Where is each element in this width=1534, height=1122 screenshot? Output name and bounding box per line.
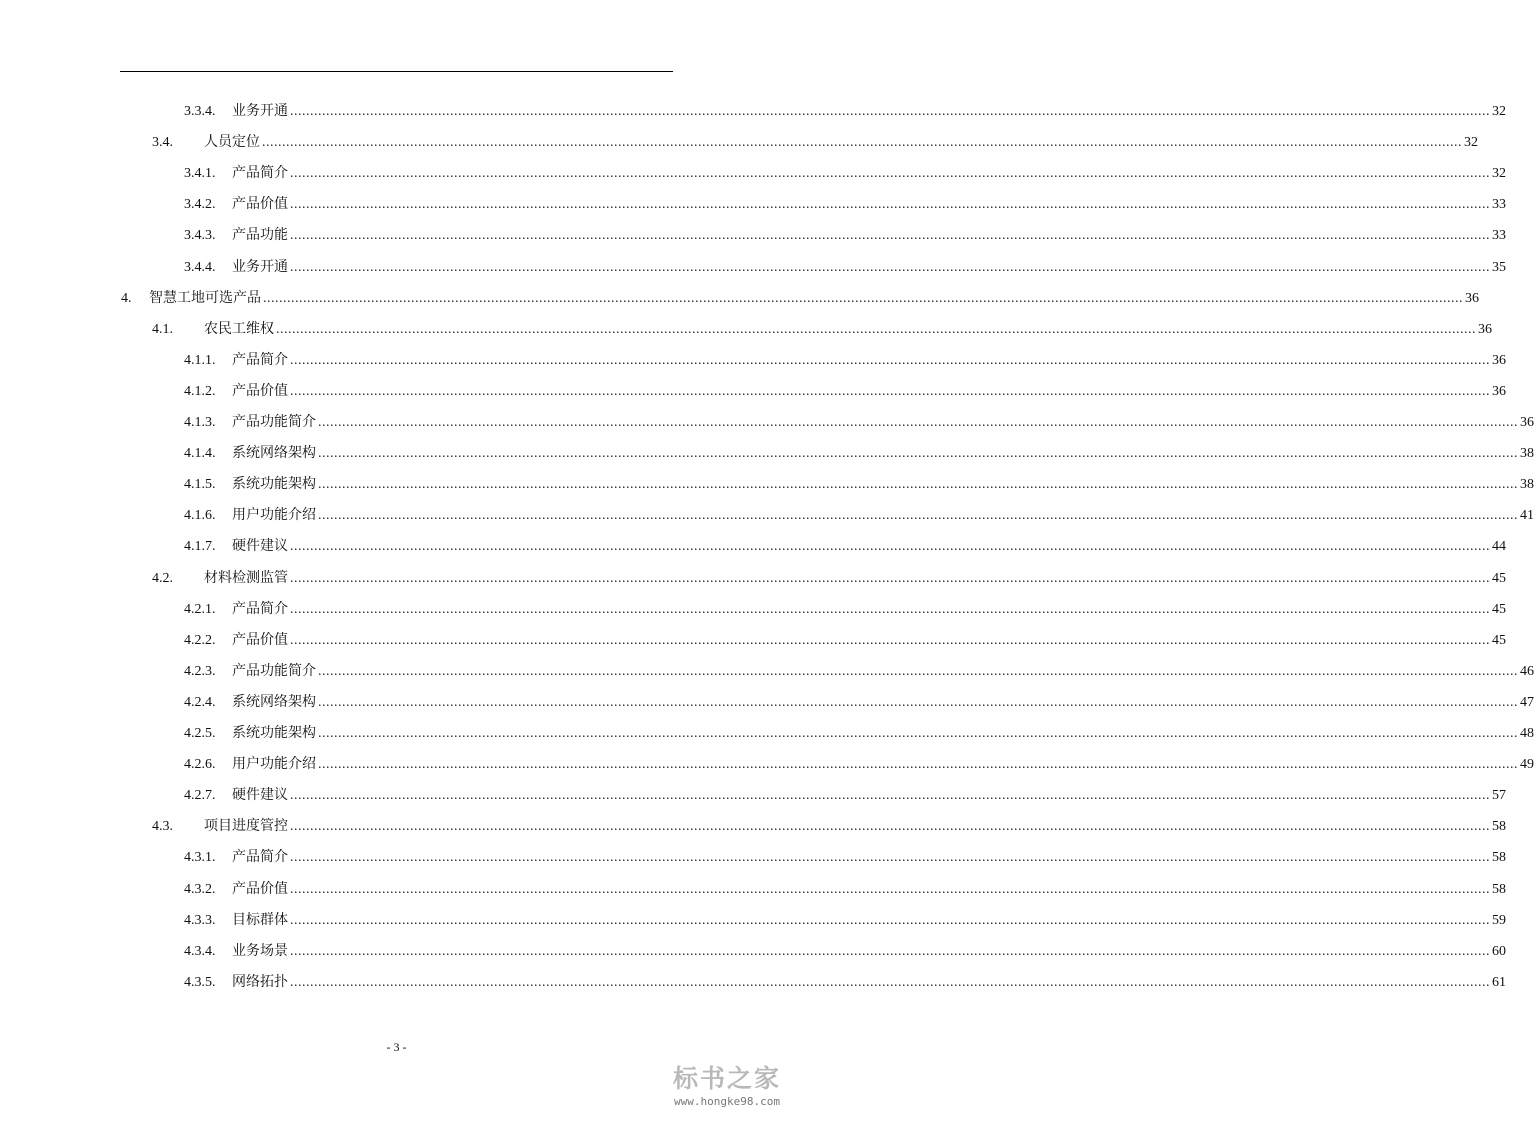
toc-entry-number: 4.2.5.: [184, 726, 216, 741]
toc-entry-page: 45: [1492, 601, 1506, 617]
toc-entry-title: 硬件建议: [232, 539, 288, 555]
toc-dot-leader: ............................................................................................................................................................................................................................................................................................................: [290, 383, 1490, 399]
toc-entry-title: 硬件建议: [232, 788, 288, 804]
toc-dot-leader: ............................................................................................................................................................................................................................................................................................................: [318, 694, 1518, 710]
toc-entry-page: 58: [1492, 850, 1506, 866]
toc-entry-number: 4.3.2.: [184, 881, 216, 897]
toc-entry-title: 产品简介: [232, 601, 288, 617]
toc-entry-number: 4.1.5.: [184, 477, 216, 493]
toc-entry-number: 4.3.5.: [184, 974, 216, 990]
toc-dot-leader: ............................................................................................................................................................................................................................................................................................................: [318, 757, 1518, 773]
toc-dot-leader: ............................................................................................................................................................................................................................................................................................................: [290, 570, 1490, 586]
toc-entry-page: 36: [1492, 352, 1506, 368]
toc-dot-leader: ............................................................................................................................................................................................................................................................................................................: [290, 912, 1490, 928]
toc-entry[interactable]: [184, 220, 1506, 251]
toc-entry-number: 4.1.3.: [184, 415, 216, 430]
toc-dot-leader: ............................................................................................................................................................................................................................................................................................................: [290, 228, 1490, 244]
toc-entry-title: 用户功能介绍: [232, 508, 316, 524]
toc-entry[interactable]: [184, 594, 1506, 625]
toc-dot-leader: ............................................................................................................................................................................................................................................................................................................: [318, 508, 1518, 524]
toc-entry-page: 38: [1520, 477, 1534, 493]
toc-dot-leader: ............................................................................................................................................................................................................................................................................................................: [290, 943, 1490, 959]
toc-entry-page: 49: [1520, 757, 1534, 773]
toc-entry-number: 3.3.4.: [184, 104, 216, 119]
toc-entry-title: 产品功能简介: [232, 415, 316, 430]
toc-entry[interactable]: [184, 158, 1506, 189]
toc-entry[interactable]: [184, 967, 1506, 998]
toc-entry-page: 36: [1520, 415, 1534, 430]
toc-entry[interactable]: [184, 438, 1534, 469]
toc-entry-page: 58: [1492, 881, 1506, 897]
toc-entry[interactable]: [121, 283, 1479, 314]
toc-dot-leader: ............................................................................................................................................................................................................................................................................................................: [290, 819, 1490, 835]
toc-dot-leader: ............................................................................................................................................................................................................................................................................................................: [318, 663, 1518, 679]
toc-entry-page: 36: [1478, 321, 1492, 337]
toc-entry-number: 4.2.1.: [184, 601, 216, 617]
toc-entry-page: 41: [1520, 508, 1534, 524]
toc-dot-leader: ............................................................................................................................................................................................................................................................................................................: [318, 446, 1518, 462]
toc-dot-leader: ............................................................................................................................................................................................................................................................................................................: [290, 539, 1490, 555]
toc-entry[interactable]: [184, 718, 1534, 749]
toc-dot-leader: ............................................................................................................................................................................................................................................................................................................: [262, 135, 1462, 151]
toc-entry[interactable]: [184, 189, 1506, 220]
toc-entry[interactable]: [184, 407, 1534, 438]
toc-entry[interactable]: [184, 625, 1506, 656]
toc-dot-leader: ............................................................................................................................................................................................................................................................................................................: [290, 352, 1490, 368]
toc-dot-leader: ............................................................................................................................................................................................................................................................................................................: [290, 104, 1490, 119]
toc-dot-leader: ............................................................................................................................................................................................................................................................................................................: [263, 290, 1463, 306]
toc-entry-page: 38: [1520, 446, 1534, 462]
toc-entry-title: 产品简介: [232, 352, 288, 368]
toc-dot-leader: ............................................................................................................................................................................................................................................................................................................: [318, 477, 1518, 493]
toc-entry-number: 4.2.7.: [184, 788, 216, 804]
toc-dot-leader: ............................................................................................................................................................................................................................................................................................................: [318, 415, 1518, 430]
toc-entry-page: 58: [1492, 819, 1506, 835]
toc-entry-title: 产品功能简介: [232, 663, 316, 679]
toc-entry-title: 用户功能介绍: [232, 757, 316, 773]
toc-entry[interactable]: [184, 842, 1506, 873]
toc-entry-page: 44: [1492, 539, 1506, 555]
watermark-logo-text: 标书之家: [672, 1064, 781, 1093]
toc-entry-number: 4.1.4.: [184, 446, 216, 462]
toc-dot-leader: ............................................................................................................................................................................................................................................................................................................: [290, 632, 1490, 648]
toc-entry-title: 网络拓扑: [232, 974, 288, 990]
toc-entry-title: 目标群体: [232, 912, 288, 928]
toc-entry-page: 60: [1492, 943, 1506, 959]
toc-dot-leader: ............................................................................................................................................................................................................................................................................................................: [290, 788, 1490, 804]
page-number: - 3 -: [386, 1040, 407, 1054]
toc-entry-page: 36: [1492, 383, 1506, 399]
toc-entry-page: 47: [1520, 694, 1534, 710]
toc-entry-page: 36: [1465, 290, 1479, 306]
toc-entry[interactable]: [184, 936, 1506, 967]
toc-dot-leader: ............................................................................................................................................................................................................................................................................................................: [290, 259, 1490, 275]
toc-entry[interactable]: [184, 376, 1506, 407]
toc-entry-number: 4.2.4.: [184, 694, 216, 710]
header-rule: [120, 71, 673, 72]
toc-entry-page: 35: [1492, 259, 1506, 275]
toc-entry[interactable]: [184, 749, 1534, 780]
toc-entry-page: 57: [1492, 788, 1506, 804]
toc-entry-page: 48: [1520, 726, 1534, 741]
toc-entry[interactable]: [184, 874, 1506, 905]
toc-entry-number: 4.1.6.: [184, 508, 216, 524]
toc-entry-number: 4.1.: [152, 321, 173, 337]
toc-dot-leader: ............................................................................................................................................................................................................................................................................................................: [290, 881, 1490, 897]
toc-entry-title: 系统功能架构: [232, 726, 316, 741]
toc-entry[interactable]: [152, 314, 1492, 345]
toc-entry-page: 61: [1492, 974, 1506, 990]
toc-entry-title: 产品简介: [232, 850, 288, 866]
toc-entry-title: 业务开通: [232, 259, 288, 275]
toc-dot-leader: ............................................................................................................................................................................................................................................................................................................: [290, 601, 1490, 617]
toc-entry-number: 4.3.3.: [184, 912, 216, 928]
toc-entry-page: 32: [1464, 135, 1478, 151]
toc-dot-leader: ............................................................................................................................................................................................................................................................................................................: [290, 850, 1490, 866]
toc-entry-number: 4.2.6.: [184, 757, 216, 773]
toc-entry[interactable]: [184, 905, 1506, 936]
toc-entry-number: 4.3.4.: [184, 943, 216, 959]
toc-entry[interactable]: [184, 96, 1506, 127]
toc-entry-title: 产品价值: [232, 197, 288, 213]
toc-entry-number: 4.3.: [152, 819, 173, 835]
toc-entry-title: 项目进度管控: [204, 819, 288, 835]
toc-entry-title: 农民工维权: [204, 321, 274, 337]
toc-entry[interactable]: [152, 811, 1506, 842]
toc-entry-number: 3.4.2.: [184, 197, 216, 213]
toc-entry-page: 32: [1492, 166, 1506, 182]
toc-entry[interactable]: [184, 500, 1534, 531]
toc-entry[interactable]: [184, 252, 1506, 283]
toc-entry-number: 4.3.1.: [184, 850, 216, 866]
toc-entry[interactable]: [184, 531, 1506, 562]
toc-entry[interactable]: [152, 127, 1478, 158]
toc-entry[interactable]: [184, 469, 1534, 500]
toc-entry-title: 产品功能: [232, 228, 288, 244]
toc-entry[interactable]: [184, 345, 1506, 376]
toc-entry-number: 4.: [121, 290, 132, 306]
toc-entry-title: 业务场景: [232, 943, 288, 959]
toc-dot-leader: ............................................................................................................................................................................................................................................................................................................: [318, 726, 1518, 741]
toc-dot-leader: ............................................................................................................................................................................................................................................................................................................: [290, 197, 1490, 213]
toc-entry-title: 材料检测监管: [204, 570, 288, 586]
toc-entry-page: 46: [1520, 663, 1534, 679]
toc-entry-title: 人员定位: [204, 135, 260, 151]
toc-entry-page: 32: [1492, 104, 1506, 119]
toc-entry-title: 产品简介: [232, 166, 288, 182]
toc-entry-number: 4.2.3.: [184, 663, 216, 679]
toc-entry-number: 3.4.3.: [184, 228, 216, 244]
toc-entry-number: 3.4.: [152, 135, 173, 151]
toc-entry-number: 4.1.7.: [184, 539, 216, 555]
toc-entry[interactable]: [184, 780, 1506, 811]
toc-entry-number: 3.4.1.: [184, 166, 216, 182]
toc-entry-page: 33: [1492, 197, 1506, 213]
toc-dot-leader: ............................................................................................................................................................................................................................................................................................................: [276, 321, 1476, 337]
toc-entry-title: 产品价值: [232, 632, 288, 648]
watermark-url: www.hongke98.com: [674, 1095, 780, 1108]
toc-entry-title: 业务开通: [232, 104, 288, 119]
toc-entry-number: 4.1.1.: [184, 352, 216, 368]
toc-dot-leader: ............................................................................................................................................................................................................................................................................................................: [290, 974, 1490, 990]
toc-entry-title: 产品价值: [232, 881, 288, 897]
toc-entry[interactable]: [152, 563, 1506, 594]
toc-entry-number: 4.2.: [152, 570, 173, 586]
toc-entry-title: 智慧工地可选产品: [149, 290, 261, 306]
toc-entry[interactable]: [184, 687, 1534, 718]
toc-entry-title: 系统网络架构: [232, 694, 316, 710]
toc-entry[interactable]: [184, 656, 1534, 687]
toc-entry-number: 3.4.4.: [184, 259, 216, 275]
toc-dot-leader: ............................................................................................................................................................................................................................................................................................................: [290, 166, 1490, 182]
watermark-logo: [673, 1059, 781, 1108]
toc-entry-title: 产品价值: [232, 383, 288, 399]
toc-entry-number: 4.1.2.: [184, 383, 216, 399]
toc-entry-page: 45: [1492, 632, 1506, 648]
toc-entry-title: 系统网络架构: [232, 446, 316, 462]
toc-entry-page: 45: [1492, 570, 1506, 586]
toc-entry-page: 59: [1492, 912, 1506, 928]
toc-entry-title: 系统功能架构: [232, 477, 316, 493]
toc-entry-page: 33: [1492, 228, 1506, 244]
toc-entry-number: 4.2.2.: [184, 632, 216, 648]
